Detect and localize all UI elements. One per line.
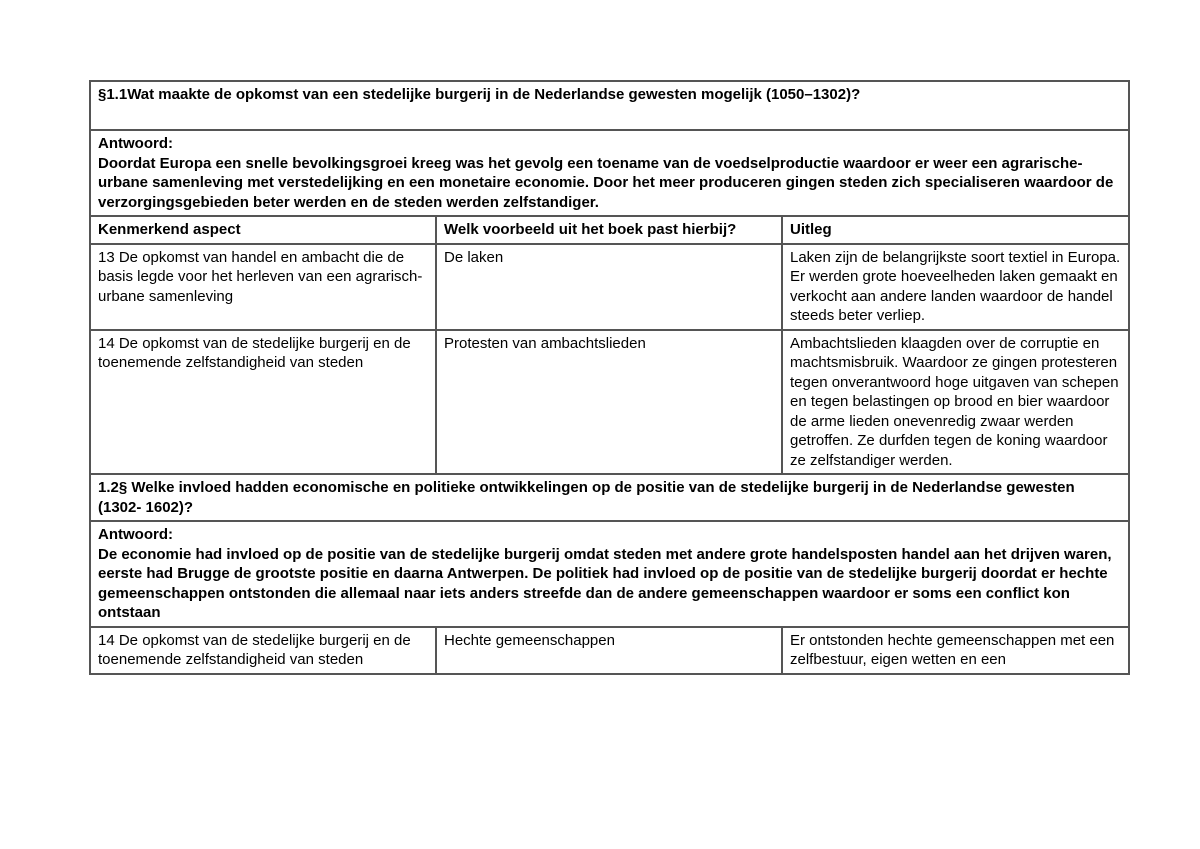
example-cell: De laken (436, 244, 782, 330)
question-row-1 (90, 81, 1129, 130)
explanation-cell: Laken zijn de belangrijkste soort textiel in Europa. Er werden grote hoeveelheden laken gemaakt en verkocht aan andere landen waardoor de handel steeds beter verliep. (782, 244, 1129, 330)
example-cell: Protesten van ambachtslieden (436, 330, 782, 475)
table-row (90, 244, 1129, 330)
explanation-cell: Er ontstonden hechte gemeenschappen met een zelfbestuur, eigen wetten en een (782, 627, 1129, 674)
question-row-2 (90, 474, 1129, 521)
answer-2 (90, 521, 1129, 627)
table-row (90, 330, 1129, 475)
header-aspect: Kenmerkend aspect (90, 216, 436, 244)
answer-label-2: Antwoord: (98, 526, 173, 543)
question-2: 1.2§ Welke invloed hadden economische en politieke ontwikkelingen op de positie van de stedelijke burgerij in de Nederlandse gewesten (1302- 1602)? (90, 474, 1129, 521)
answer-text-2: De economie had invloed op de positie van de stedelijke burgerij omdat steden met andere grote handelsposten handel aan het drijven waren, eerste had Brugge de grootste positie en daarna Antwerpen. De politiek had invloed op de positie van de stedelijke burgerij doordat er hechte gemeenschappen ontstonden die allemaal naar iets anders streefde dan de andere gemeenschappen waardoor er soms een conflict kon ontstaan (98, 545, 1112, 621)
answer-1 (90, 130, 1129, 216)
answer-label-1: Antwoord: (98, 135, 173, 152)
answer-text-1: Doordat Europa een snelle bevolkingsgroei kreeg was het gevolg een toename van de voedselproductie waardoor er weer een agrarische-urbane samenleving met verstedelijking en een monetaire economie. Door het meer produceren gingen steden zich specialiseren waardoor de verzorgingsgebieden beter werden en de steden werden zelfstandiger. (98, 154, 1114, 211)
header-explanation: Uitleg (782, 216, 1129, 244)
answer-row-2 (90, 521, 1129, 627)
aspect-cell: 14 De opkomst van de stedelijke burgerij en de toenemende zelfstandigheid van steden (90, 330, 436, 475)
header-example: Welk voorbeeld uit het boek past hierbij? (436, 216, 782, 244)
answer-row-1 (90, 130, 1129, 216)
example-cell: Hechte gemeenschappen (436, 627, 782, 674)
question-1: §1.1Wat maakte de opkomst van een stedelijke burgerij in de Nederlandse gewesten mogelijk (1050–1302)? (90, 81, 1129, 130)
aspect-cell: 14 De opkomst van de stedelijke burgerij en de toenemende zelfstandigheid van steden (90, 627, 436, 674)
table-row (90, 627, 1129, 674)
header-row (90, 216, 1129, 244)
explanation-cell: Ambachtslieden klaagden over de corruptie en machtsmisbruik. Waardoor ze gingen protesteren tegen onverantwoord hoge uitgaven van schepen en tegen belastingen op brood en bier waardoor de arme lieden onevenredig zwaar werden getroffen. Ze durfden tegen de koning waardoor ze zelfstandiger werden. (782, 330, 1129, 475)
aspect-cell: 13 De opkomst van handel en ambacht die de basis legde voor het herleven van een agrarisch-urbane samenleving (90, 244, 436, 330)
history-table (89, 80, 1130, 675)
